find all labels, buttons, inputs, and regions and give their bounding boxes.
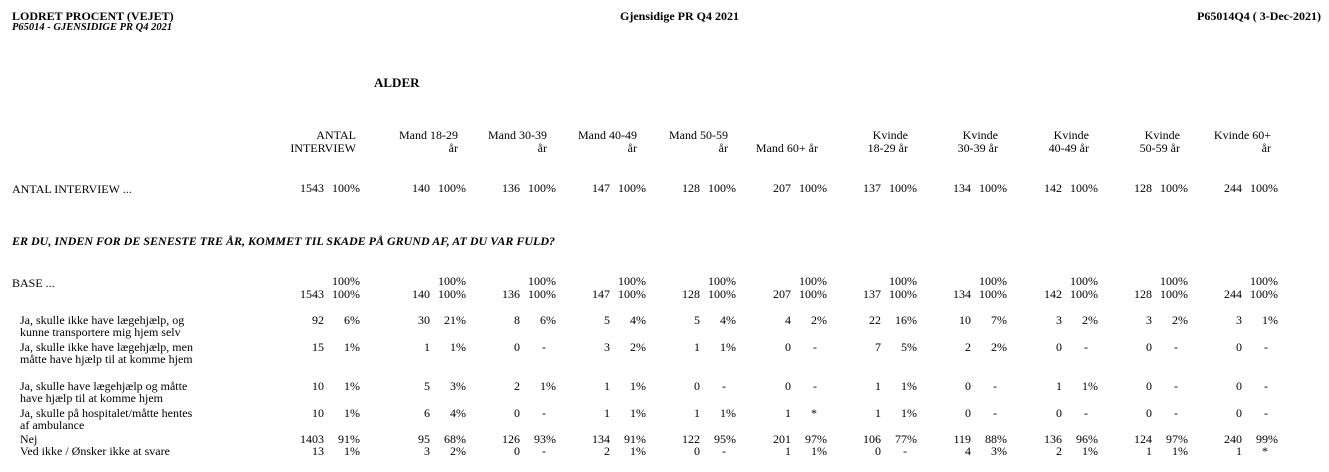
column-header-line1: Mand 18-29 xyxy=(399,128,458,142)
antal-count: 140 xyxy=(412,181,430,195)
row-pct: - xyxy=(813,340,817,354)
base-pct: 100% xyxy=(708,287,736,301)
row-pct: 1% xyxy=(901,406,917,420)
row-pct: 1% xyxy=(720,340,736,354)
base-count: 134 xyxy=(953,287,971,301)
base-top-pct: 100% xyxy=(618,274,646,288)
row-count: 0 xyxy=(514,406,520,420)
row-pct: 3% xyxy=(991,444,1007,458)
row-pct: 1% xyxy=(630,379,646,393)
base-top-pct: 100% xyxy=(799,274,827,288)
base-top-pct: 100% xyxy=(528,274,556,288)
report-title: LODRET PROCENT (VEJET) xyxy=(12,9,174,23)
row-count: 0 xyxy=(514,444,520,458)
antal-pct: 100% xyxy=(889,181,917,195)
base-count: 147 xyxy=(592,287,610,301)
row-pct: 97% xyxy=(805,432,827,446)
row-pct: 4% xyxy=(720,313,736,327)
row-count: 8 xyxy=(514,313,520,327)
column-header-line1: Mand 40-49 xyxy=(578,128,637,142)
row-pct: 5% xyxy=(901,340,917,354)
column-header-line1: Kvinde 60+ xyxy=(1213,128,1271,142)
row-pct: 2% xyxy=(450,444,466,458)
antal-pct: 100% xyxy=(332,181,360,195)
report-code-date: P65014Q4 ( 3-Dec-2021) xyxy=(1197,9,1321,23)
row-count: 1403 xyxy=(300,432,324,446)
report-subtitle: P65014 - GJENSIDIGE PR Q4 2021 xyxy=(12,22,173,33)
row-pct: 1% xyxy=(450,340,466,354)
base-top-pct: 100% xyxy=(889,274,917,288)
row-pct: - xyxy=(542,406,546,420)
row-count: 4 xyxy=(965,444,971,458)
row-pct: 68% xyxy=(444,432,466,446)
row-count: 0 xyxy=(1236,379,1242,393)
row-pct: 77% xyxy=(895,432,917,446)
row-count: 0 xyxy=(785,379,791,393)
row-pct: 1% xyxy=(1082,379,1098,393)
row-count: 2 xyxy=(514,379,520,393)
row-count: 0 xyxy=(1056,340,1062,354)
base-top-pct: 100% xyxy=(1160,274,1188,288)
row-pct: 2% xyxy=(1082,313,1098,327)
base-top-pct: 100% xyxy=(332,274,360,288)
column-header-line1: Mand 30-39 xyxy=(488,128,547,142)
row-count: 1 xyxy=(1056,379,1062,393)
row-count: 0 xyxy=(1146,379,1152,393)
column-header-line2: 40-49 år xyxy=(1048,141,1089,155)
row-pct: 1% xyxy=(344,340,360,354)
row-count: 30 xyxy=(418,313,430,327)
row-count: 0 xyxy=(785,340,791,354)
row-count: 136 xyxy=(1044,432,1062,446)
row-count: 1 xyxy=(1236,444,1242,458)
row-count: 5 xyxy=(694,313,700,327)
antal-pct: 100% xyxy=(528,181,556,195)
row-pct: 1% xyxy=(344,379,360,393)
row-count: 22 xyxy=(869,313,881,327)
row-count: 0 xyxy=(965,379,971,393)
row-pct: 1% xyxy=(720,406,736,420)
antal-count: 137 xyxy=(863,181,881,195)
antal-pct: 100% xyxy=(979,181,1007,195)
row-pct: 4% xyxy=(630,313,646,327)
column-header-line2: år xyxy=(1261,141,1271,155)
base-count: 140 xyxy=(412,287,430,301)
base-pct: 100% xyxy=(1070,287,1098,301)
row-pct: - xyxy=(1084,340,1088,354)
row-pct: 96% xyxy=(1076,432,1098,446)
row-count: 240 xyxy=(1224,432,1242,446)
row-pct: 7% xyxy=(991,313,1007,327)
row-count: 10 xyxy=(312,406,324,420)
column-header-line2: Mand 60+ år xyxy=(755,141,818,155)
row-count: 0 xyxy=(1056,406,1062,420)
row-count: 1 xyxy=(1146,444,1152,458)
antal-pct: 100% xyxy=(618,181,646,195)
base-pct: 100% xyxy=(1250,287,1278,301)
row-pct: 2% xyxy=(1172,313,1188,327)
antal-count: 128 xyxy=(682,181,700,195)
row-count: 7 xyxy=(875,340,881,354)
row-pct: 21% xyxy=(444,313,466,327)
base-pct: 100% xyxy=(979,287,1007,301)
row-count: 3 xyxy=(424,444,430,458)
base-pct: 100% xyxy=(799,287,827,301)
row-count: 1 xyxy=(785,406,791,420)
row-count: 0 xyxy=(965,406,971,420)
row-count: 0 xyxy=(694,444,700,458)
row-pct: 1% xyxy=(344,406,360,420)
base-label: BASE ... xyxy=(12,276,55,290)
row-label: Ja, skulle have lægehjælp og måtte have hjælp til at komme hjem xyxy=(20,379,188,405)
row-count: 3 xyxy=(1146,313,1152,327)
row-count: 106 xyxy=(863,432,881,446)
banner-alder: ALDER xyxy=(374,75,420,90)
base-count: 137 xyxy=(863,287,881,301)
row-pct: 1% xyxy=(630,444,646,458)
row-count: 0 xyxy=(694,379,700,393)
base-top-pct: 100% xyxy=(1250,274,1278,288)
row-count: 95 xyxy=(418,432,430,446)
row-pct: 2% xyxy=(630,340,646,354)
row-pct: - xyxy=(993,406,997,420)
base-pct: 100% xyxy=(1160,287,1188,301)
report-center-title: Gjensidige PR Q4 2021 xyxy=(620,9,739,23)
row-pct: 1% xyxy=(1172,444,1188,458)
antal-count: 147 xyxy=(592,181,610,195)
row-count: 3 xyxy=(1056,313,1062,327)
base-top-pct: 100% xyxy=(438,274,466,288)
antal-pct: 100% xyxy=(1250,181,1278,195)
base-count: 136 xyxy=(502,287,520,301)
row-count: 1 xyxy=(875,406,881,420)
row-count: 126 xyxy=(502,432,520,446)
column-header-line1: Kvinde xyxy=(1053,128,1089,142)
antal-interview-label: ANTAL INTERVIEW ... xyxy=(12,182,132,196)
row-pct: - xyxy=(1264,406,1268,420)
column-header-line2: 30-39 år xyxy=(957,141,998,155)
base-pct: 100% xyxy=(528,287,556,301)
base-count: 1543 xyxy=(300,287,324,301)
question-text: ER DU, INDEN FOR DE SENESTE TRE ÅR, KOMMET TIL SKADE PÅ GRUND AF, AT DU VAR FULD? xyxy=(12,234,555,248)
row-pct: 1% xyxy=(540,379,556,393)
row-label: Nej xyxy=(20,432,38,446)
row-count: 1 xyxy=(694,406,700,420)
column-header-line2: år xyxy=(718,141,728,155)
row-count: 122 xyxy=(682,432,700,446)
antal-count: 207 xyxy=(773,181,791,195)
column-header-line1: Kvinde xyxy=(962,128,998,142)
row-count: 1 xyxy=(604,406,610,420)
row-count: 3 xyxy=(1236,313,1242,327)
row-pct: - xyxy=(813,379,817,393)
row-count: 13 xyxy=(312,444,324,458)
column-header-line1: Kvinde xyxy=(1144,128,1180,142)
row-count: 1 xyxy=(424,340,430,354)
row-pct: 95% xyxy=(714,432,736,446)
row-pct: 4% xyxy=(450,406,466,420)
row-pct: - xyxy=(1264,340,1268,354)
row-count: 134 xyxy=(592,432,610,446)
base-pct: 100% xyxy=(889,287,917,301)
row-pct: 1% xyxy=(630,406,646,420)
row-count: 10 xyxy=(312,379,324,393)
row-count: 2 xyxy=(604,444,610,458)
row-pct: - xyxy=(1264,379,1268,393)
row-count: 5 xyxy=(424,379,430,393)
row-pct: 97% xyxy=(1166,432,1188,446)
antal-count: 1543 xyxy=(300,181,324,195)
row-count: 1 xyxy=(785,444,791,458)
row-pct: 16% xyxy=(895,313,917,327)
base-pct: 100% xyxy=(618,287,646,301)
row-pct: 99% xyxy=(1256,432,1278,446)
row-label: Ja, skulle ikke have lægehjælp, men måtte have hjælp til at komme hjem xyxy=(20,340,193,366)
row-count: 0 xyxy=(1146,406,1152,420)
row-count: 2 xyxy=(1056,444,1062,458)
column-header-line2: INTERVIEW xyxy=(290,141,356,155)
row-count: 1 xyxy=(694,340,700,354)
base-count: 128 xyxy=(1134,287,1152,301)
row-count: 0 xyxy=(1236,406,1242,420)
antal-pct: 100% xyxy=(799,181,827,195)
antal-count: 142 xyxy=(1044,181,1062,195)
row-count: 0 xyxy=(875,444,881,458)
row-pct: - xyxy=(1084,406,1088,420)
antal-pct: 100% xyxy=(438,181,466,195)
row-pct: - xyxy=(722,379,726,393)
row-pct: 1% xyxy=(1262,313,1278,327)
row-count: 5 xyxy=(604,313,610,327)
antal-count: 128 xyxy=(1134,181,1152,195)
row-count: 4 xyxy=(785,313,791,327)
row-pct: 1% xyxy=(344,444,360,458)
row-pct: 1% xyxy=(901,379,917,393)
row-pct: - xyxy=(722,444,726,458)
column-header-line1: Kvinde xyxy=(872,128,908,142)
column-header-line1: ANTAL xyxy=(316,128,356,142)
row-count: 15 xyxy=(312,340,324,354)
row-pct: - xyxy=(542,444,546,458)
row-pct: * xyxy=(1262,444,1268,458)
row-pct: 88% xyxy=(985,432,1007,446)
row-pct: 3% xyxy=(450,379,466,393)
row-pct: 91% xyxy=(338,432,360,446)
column-header-line1: Mand 50-59 xyxy=(669,128,728,142)
row-count: 0 xyxy=(1236,340,1242,354)
row-count: 0 xyxy=(1146,340,1152,354)
row-count: 2 xyxy=(965,340,971,354)
row-label: Ja, skulle ikke have lægehjælp, og kunne transportere mig hjem selv xyxy=(20,313,185,339)
row-count: 1 xyxy=(604,379,610,393)
row-pct: - xyxy=(993,379,997,393)
antal-pct: 100% xyxy=(1160,181,1188,195)
row-pct: - xyxy=(903,444,907,458)
row-pct: 6% xyxy=(344,313,360,327)
row-pct: * xyxy=(811,406,817,420)
row-count: 0 xyxy=(514,340,520,354)
row-label: Ja, skulle på hospitalet/måtte hentes af ambulance xyxy=(20,406,193,432)
row-pct: - xyxy=(1174,379,1178,393)
row-label: Ved ikke / Ønsker ikke at svare xyxy=(20,444,170,458)
row-pct: - xyxy=(1174,340,1178,354)
base-count: 207 xyxy=(773,287,791,301)
base-pct: 100% xyxy=(438,287,466,301)
antal-count: 134 xyxy=(953,181,971,195)
row-pct: 1% xyxy=(811,444,827,458)
base-pct: 100% xyxy=(332,287,360,301)
row-count: 3 xyxy=(604,340,610,354)
antal-count: 136 xyxy=(502,181,520,195)
row-count: 124 xyxy=(1134,432,1152,446)
base-top-pct: 100% xyxy=(708,274,736,288)
row-pct: - xyxy=(542,340,546,354)
column-header-line2: 50-59 år xyxy=(1139,141,1180,155)
column-header-line2: år xyxy=(448,141,458,155)
base-top-pct: 100% xyxy=(979,274,1007,288)
antal-pct: 100% xyxy=(708,181,736,195)
antal-count: 244 xyxy=(1224,181,1242,195)
row-pct: 1% xyxy=(1082,444,1098,458)
row-pct: 91% xyxy=(624,432,646,446)
row-pct: 6% xyxy=(540,313,556,327)
row-pct: - xyxy=(1174,406,1178,420)
row-count: 1 xyxy=(875,379,881,393)
base-top-pct: 100% xyxy=(1070,274,1098,288)
base-count: 142 xyxy=(1044,287,1062,301)
row-count: 10 xyxy=(959,313,971,327)
base-count: 128 xyxy=(682,287,700,301)
column-header-line2: år xyxy=(537,141,547,155)
row-count: 6 xyxy=(424,406,430,420)
row-count: 119 xyxy=(953,432,971,446)
row-count: 201 xyxy=(773,432,791,446)
row-pct: 93% xyxy=(534,432,556,446)
column-header-line2: år xyxy=(627,141,637,155)
row-pct: 2% xyxy=(811,313,827,327)
antal-pct: 100% xyxy=(1070,181,1098,195)
column-header-line2: 18-29 år xyxy=(867,141,908,155)
row-count: 92 xyxy=(312,313,324,327)
base-count: 244 xyxy=(1224,287,1242,301)
row-pct: 2% xyxy=(991,340,1007,354)
